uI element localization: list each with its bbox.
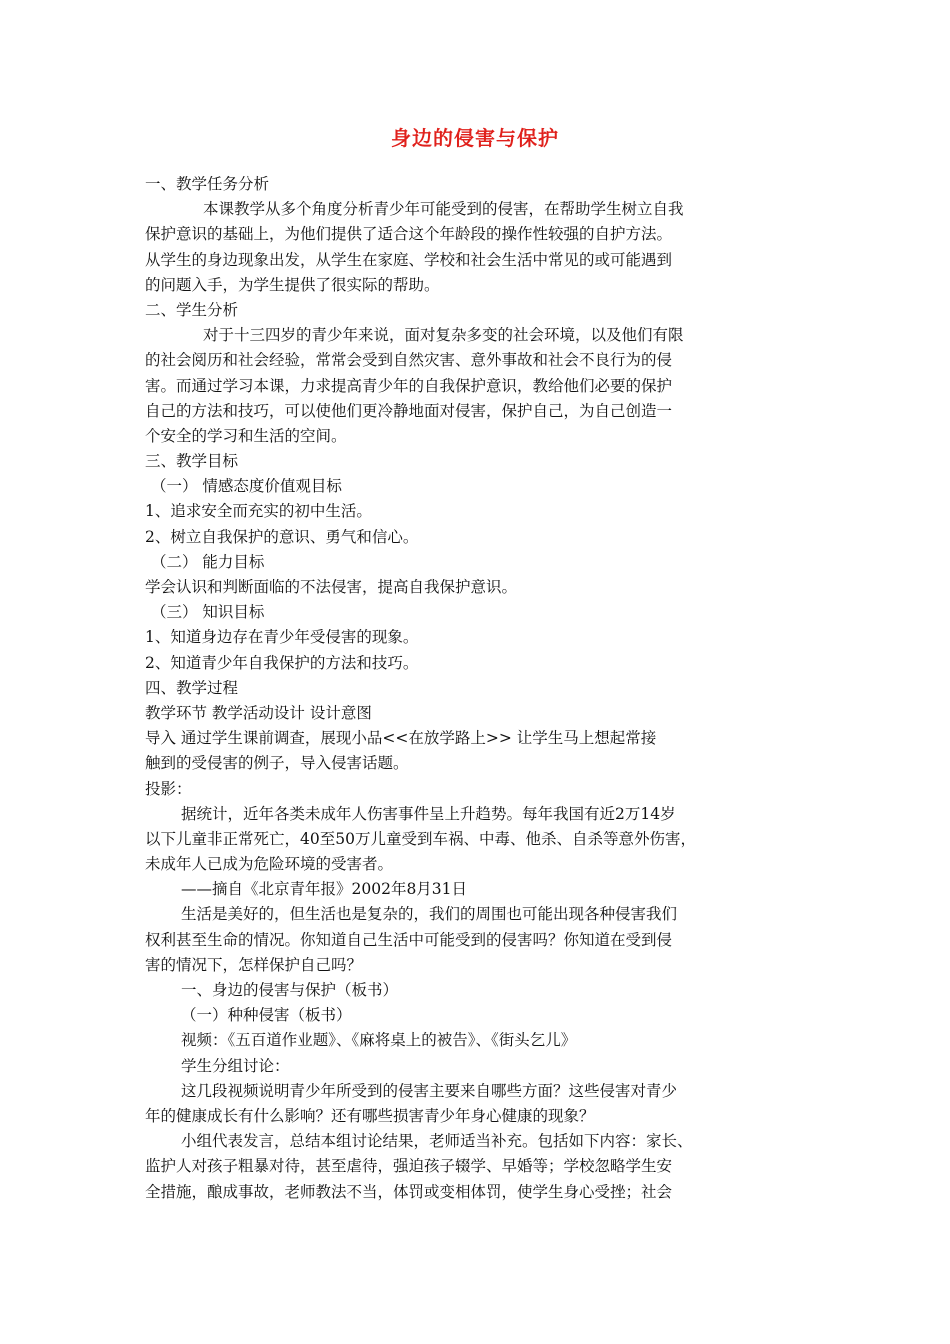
text-line: （一）种种侵害（板书）: [181, 1006, 352, 1025]
text-line: 触到的受侵害的例子，导入侵害话题。: [145, 754, 409, 773]
text-line: 1、追求安全而充实的初中生活。: [145, 502, 372, 521]
text-line: 的社会阅历和社会经验，常常会受到自然灾害、意外事故和社会不良行为的侵: [145, 351, 673, 370]
text-line: 三、教学目标: [145, 452, 239, 471]
text-line: 监护人对孩子粗暴对待，甚至虐待，强迫孩子辍学、早婚等；学校忽略学生安: [145, 1157, 673, 1176]
text-line: （二） 能力目标: [151, 552, 265, 571]
text-line: 的问题入手，为学生提供了很实际的帮助。: [145, 275, 440, 294]
text-line: 对于十三四岁的青少年来说，面对复杂多变的社会环境，以及他们有限: [203, 326, 684, 345]
text-line: 害的情况下，怎样保护自己吗？: [145, 955, 363, 974]
text-line: 四、教学过程: [145, 678, 239, 697]
document-title: 身边的侵害与保护: [391, 126, 559, 150]
text-line: 从学生的身边现象出发，从学生在家庭、学校和社会生活中常见的或可能遇到: [145, 250, 673, 269]
text-line: 教学环节 教学活动设计 设计意图: [145, 703, 372, 722]
text-line: 二、学生分析: [145, 300, 239, 319]
text-line: 以下儿童非正常死亡，40至50万儿童受到车祸、中毒、他杀、自杀等意外伤害，: [145, 829, 696, 848]
text-line: 投影：: [145, 779, 192, 798]
text-line: 据统计，近年各类未成年人伤害事件呈上升趋势。每年我国有近2万14岁: [181, 804, 676, 823]
text-line: 2、树立自我保护的意识、勇气和信心。: [145, 527, 419, 546]
text-line: 学生分组讨论：: [181, 1056, 290, 1075]
text-line: 害。而通过学习本课，力求提高青少年的自我保护意识，教给他们必要的保护: [145, 376, 673, 395]
text-line: 一、身边的侵害与保护（板书）: [181, 981, 399, 999]
text-line: 这几段视频说明青少年所受到的侵害主要来自哪些方面？这些侵害对青少: [181, 1081, 678, 1100]
text-line: 导入 通过学生课前调查，展现小品<<在放学路上>> 让学生马上想起常接: [145, 729, 657, 748]
text-line: 小组代表发言，总结本组讨论结果，老师适当补充。包括如下内容：家长、: [181, 1132, 693, 1151]
text-line: 个安全的学习和生活的空间。: [145, 426, 347, 445]
text-line: 本课教学从多个角度分析青少年可能受到的侵害，在帮助学生树立自我: [203, 200, 684, 219]
text-line: （三） 知识目标: [151, 603, 265, 622]
document-body: [145, 172, 810, 1205]
text-line: 一、教学任务分析: [145, 175, 270, 193]
text-line: 全措施，酿成事故，老师教法不当，体罚或变相体罚，使学生身心受挫；社会: [145, 1182, 673, 1201]
text-line: 1、知道身边存在青少年受侵害的现象。: [145, 628, 419, 647]
text-line: （一） 情感态度价值观目标: [151, 477, 342, 496]
text-line: 年的健康成长有什么影响？还有哪些损害青少年身心健康的现象？: [145, 1106, 595, 1125]
text-line: 保护意识的基础上，为他们提供了适合这个年龄段的操作性较强的自护方法。: [145, 225, 673, 244]
text-line: 权利甚至生命的情况。你知道自己生活中可能受到的侵害吗？你知道在受到侵: [145, 930, 673, 949]
text-line: ——摘自《北京青年报》2002年8月31日: [181, 880, 468, 899]
text-line: 自己的方法和技巧，可以使他们更冷静地面对侵害，保护自己，为自己创造一: [145, 401, 673, 420]
text-line: 生活是美好的，但生活也是复杂的，我们的周围也可能出现各种侵害我们: [181, 905, 678, 924]
text-line: 2、知道青少年自我保护的方法和技巧。: [145, 653, 419, 672]
text-line: 学会认识和判断面临的不法侵害，提高自我保护意识。: [145, 578, 518, 596]
text-line: 视频：《五百道作业题》、《麻将桌上的被告》、《街头乞儿》: [181, 1031, 577, 1050]
text-line: 未成年人已成为危险环境的受害者。: [145, 855, 394, 874]
